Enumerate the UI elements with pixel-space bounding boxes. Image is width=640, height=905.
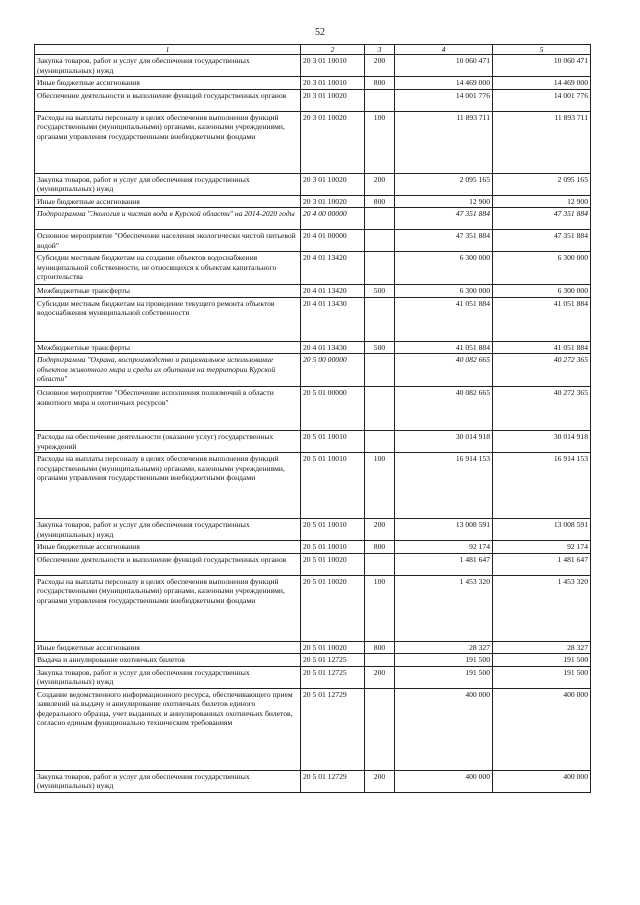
row-expense-type-cell (365, 208, 395, 230)
table-row (35, 297, 591, 341)
row-name-cell: Обеспечение деятельности и выполнение функций государственных органов (35, 89, 301, 111)
row-expense-type-cell: 800 (365, 195, 395, 207)
row-name-cell: Расходы на выплаты персоналу в целях обеспечения выполнения функций государственными (муниципальными) органами, казенными учреждениями, органами управления государственными внебюджетными фондами (35, 575, 301, 641)
row-amount-col4-cell: 10 060 471 (395, 55, 493, 77)
row-amount-col5-cell: 13 008 591 (493, 519, 591, 541)
row-amount-col5-cell: 40 272 365 (493, 354, 591, 387)
row-amount-col4-cell: 191 500 (395, 666, 493, 688)
row-amount-col5-cell: 16 914 153 (493, 453, 591, 519)
row-amount-col4-cell: 47 351 884 (395, 230, 493, 252)
row-amount-col4-cell: 41 051 884 (395, 341, 493, 353)
row-amount-col4-cell: 2 095 165 (395, 173, 493, 195)
row-expense-type-cell (365, 431, 395, 453)
row-name-cell: Иные бюджетные ассигнования (35, 641, 301, 653)
row-amount-col5-cell: 11 893 711 (493, 111, 591, 173)
row-name-cell: Расходы на обеспечение деятельности (оказание услуг) государственных учреждений (35, 431, 301, 453)
row-amount-col5-cell: 191 500 (493, 654, 591, 666)
row-expense-type-cell: 800 (365, 541, 395, 553)
row-name-cell: Основное мероприятие "Обеспечение исполнения полномочий в области животного мира и охотничьих ресурсов" (35, 387, 301, 431)
budget-table-body (35, 45, 591, 793)
row-amount-col5-cell: 41 051 884 (493, 297, 591, 341)
header-col-1: 1 (35, 45, 301, 55)
row-expense-type-cell: 100 (365, 575, 395, 641)
row-amount-col4-cell: 1 453 320 (395, 575, 493, 641)
table-row (35, 173, 591, 195)
row-expense-type-cell (365, 387, 395, 431)
row-amount-col4-cell: 40 082 665 (395, 354, 493, 387)
row-amount-col5-cell: 92 174 (493, 541, 591, 553)
table-row (35, 387, 591, 431)
row-code-cell: 20 5 01 00000 (301, 387, 365, 431)
row-name-cell: Закупка товаров, работ и услуг для обеспечения государственных (муниципальных) нужд (35, 55, 301, 77)
row-name-cell: Закупка товаров, работ и услуг для обеспечения государственных (муниципальных) нужд (35, 770, 301, 792)
row-expense-type-cell: 200 (365, 173, 395, 195)
row-code-cell: 20 5 01 10020 (301, 575, 365, 641)
row-expense-type-cell: 200 (365, 770, 395, 792)
row-name-cell: Подпрограмма "Охрана, воспроизводство и рациональное использование объектов животного мира и среды их обитания на территории Курской области" (35, 354, 301, 387)
row-code-cell: 20 5 01 12725 (301, 654, 365, 666)
row-code-cell: 20 3 01 10010 (301, 77, 365, 89)
row-amount-col4-cell: 41 051 884 (395, 297, 493, 341)
table-header-row (35, 45, 591, 55)
row-name-cell: Субсидии местным бюджетам на создание объектов водоснабжения муниципальной собственности, не относящихся к объектам капитального строительства (35, 252, 301, 285)
table-row (35, 770, 591, 792)
row-amount-col5-cell: 6 300 000 (493, 252, 591, 285)
header-col-5: 5 (493, 45, 591, 55)
row-code-cell: 20 4 01 13430 (301, 341, 365, 353)
row-amount-col4-cell: 6 300 000 (395, 252, 493, 285)
row-expense-type-cell (365, 654, 395, 666)
row-expense-type-cell: 200 (365, 519, 395, 541)
row-expense-type-cell: 800 (365, 641, 395, 653)
table-row (35, 89, 591, 111)
row-amount-col4-cell: 13 008 591 (395, 519, 493, 541)
row-name-cell: Закупка товаров, работ и услуг для обеспечения государственных (муниципальных) нужд (35, 173, 301, 195)
row-expense-type-cell: 100 (365, 111, 395, 173)
row-name-cell: Подпрограмма "Экология и чистая вода в Курской области" на 2014-2020 годы (35, 208, 301, 230)
table-row (35, 195, 591, 207)
row-amount-col4-cell: 191 500 (395, 654, 493, 666)
row-code-cell: 20 4 01 13420 (301, 252, 365, 285)
row-amount-col4-cell: 92 174 (395, 541, 493, 553)
row-amount-col5-cell: 2 095 165 (493, 173, 591, 195)
row-code-cell: 20 4 01 13430 (301, 297, 365, 341)
header-col-4: 4 (395, 45, 493, 55)
row-amount-col4-cell: 16 914 153 (395, 453, 493, 519)
row-name-cell: Иные бюджетные ассигнования (35, 77, 301, 89)
row-code-cell: 20 4 00 00000 (301, 208, 365, 230)
row-amount-col4-cell: 40 082 665 (395, 387, 493, 431)
row-code-cell: 20 5 00 00000 (301, 354, 365, 387)
row-code-cell: 20 5 01 12729 (301, 688, 365, 770)
row-amount-col4-cell: 1 481 647 (395, 553, 493, 575)
row-expense-type-cell (365, 297, 395, 341)
row-amount-col5-cell: 12 900 (493, 195, 591, 207)
table-row (35, 519, 591, 541)
header-col-2: 2 (301, 45, 365, 55)
row-code-cell: 20 3 01 10020 (301, 111, 365, 173)
row-amount-col5-cell: 1 453 320 (493, 575, 591, 641)
row-name-cell: Иные бюджетные ассигнования (35, 195, 301, 207)
row-amount-col5-cell: 10 060 471 (493, 55, 591, 77)
row-expense-type-cell (365, 354, 395, 387)
row-code-cell: 20 3 01 10020 (301, 195, 365, 207)
row-code-cell: 20 5 01 10010 (301, 541, 365, 553)
row-name-cell: Межбюджетные трансферты (35, 285, 301, 297)
row-amount-col4-cell: 6 300 000 (395, 285, 493, 297)
row-expense-type-cell: 200 (365, 666, 395, 688)
table-row (35, 285, 591, 297)
table-row (35, 230, 591, 252)
row-amount-col5-cell: 400 000 (493, 770, 591, 792)
row-amount-col5-cell: 6 300 000 (493, 285, 591, 297)
table-row (35, 688, 591, 770)
row-name-cell: Расходы на выплаты персоналу в целях обеспечения выполнения функций государственными (муниципальными) органами, казенными учреждениями, органами управления государственными внебюджетными фондами (35, 111, 301, 173)
row-amount-col5-cell: 47 351 884 (493, 208, 591, 230)
table-row (35, 431, 591, 453)
row-amount-col5-cell: 30 014 918 (493, 431, 591, 453)
row-code-cell: 20 5 01 10010 (301, 431, 365, 453)
table-row (35, 208, 591, 230)
row-code-cell: 20 5 01 12725 (301, 666, 365, 688)
row-code-cell: 20 5 01 10010 (301, 519, 365, 541)
row-amount-col4-cell: 14 001 776 (395, 89, 493, 111)
row-amount-col4-cell: 12 900 (395, 195, 493, 207)
row-name-cell: Основное мероприятие "Обеспечение населения экологически чистой питьевой водой" (35, 230, 301, 252)
row-amount-col4-cell: 400 000 (395, 770, 493, 792)
row-name-cell: Межбюджетные трансферты (35, 341, 301, 353)
row-expense-type-cell (365, 89, 395, 111)
row-amount-col4-cell: 400 000 (395, 688, 493, 770)
row-amount-col5-cell: 1 481 647 (493, 553, 591, 575)
row-code-cell: 20 3 01 10020 (301, 89, 365, 111)
row-expense-type-cell (365, 553, 395, 575)
table-row (35, 654, 591, 666)
row-code-cell: 20 4 01 13420 (301, 285, 365, 297)
table-row (35, 77, 591, 89)
row-code-cell: 20 3 01 10010 (301, 55, 365, 77)
row-name-cell: Выдача и аннулирование охотничьих билетов (35, 654, 301, 666)
table-row (35, 641, 591, 653)
row-amount-col5-cell: 28 327 (493, 641, 591, 653)
row-expense-type-cell (365, 688, 395, 770)
row-amount-col4-cell: 47 351 884 (395, 208, 493, 230)
row-expense-type-cell: 500 (365, 285, 395, 297)
table-row (35, 553, 591, 575)
row-amount-col5-cell: 41 051 884 (493, 341, 591, 353)
row-expense-type-cell: 200 (365, 55, 395, 77)
row-amount-col4-cell: 30 014 918 (395, 431, 493, 453)
row-expense-type-cell: 500 (365, 341, 395, 353)
budget-table (34, 44, 591, 793)
table-row (35, 666, 591, 688)
table-row (35, 541, 591, 553)
row-name-cell: Закупка товаров, работ и услуг для обеспечения государственных (муниципальных) нужд (35, 666, 301, 688)
row-code-cell: 20 5 01 10020 (301, 641, 365, 653)
page-number: 52 (315, 27, 325, 38)
row-name-cell: Создание ведомственного информационного ресурса, обеспечивающего прием заявлений на выдачу и аннулирование охотничьих билетов единого федерального образца, учет выданных и аннулированных охотничьих билетов, согласно единым функционально техническим требованиям (35, 688, 301, 770)
row-code-cell: 20 4 01 00000 (301, 230, 365, 252)
row-amount-col4-cell: 11 893 711 (395, 111, 493, 173)
table-row (35, 354, 591, 387)
row-name-cell: Обеспечение деятельности и выполнение функций государственных органов (35, 553, 301, 575)
row-expense-type-cell: 800 (365, 77, 395, 89)
row-amount-col5-cell: 191 500 (493, 666, 591, 688)
row-amount-col4-cell: 14 469 000 (395, 77, 493, 89)
row-amount-col5-cell: 47 351 884 (493, 230, 591, 252)
row-expense-type-cell: 100 (365, 453, 395, 519)
table-row (35, 55, 591, 77)
row-name-cell: Субсидии местным бюджетам на проведение текущего ремонта объектов водоснабжения муниципальной собственности (35, 297, 301, 341)
row-code-cell: 20 5 01 10010 (301, 453, 365, 519)
table-row (35, 575, 591, 641)
table-row (35, 341, 591, 353)
row-code-cell: 20 5 01 12729 (301, 770, 365, 792)
row-name-cell: Расходы на выплаты персоналу в целях обеспечения выполнения функций государственными (муниципальными) органами, казенными учреждениями, органами управления государственными внебюджетными фондами (35, 453, 301, 519)
row-amount-col4-cell: 28 327 (395, 641, 493, 653)
table-row (35, 252, 591, 285)
table-row (35, 111, 591, 173)
row-amount-col5-cell: 400 000 (493, 688, 591, 770)
row-name-cell: Иные бюджетные ассигнования (35, 541, 301, 553)
header-col-3: 3 (365, 45, 395, 55)
row-code-cell: 20 3 01 10020 (301, 173, 365, 195)
row-name-cell: Закупка товаров, работ и услуг для обеспечения государственных (муниципальных) нужд (35, 519, 301, 541)
table-row (35, 453, 591, 519)
row-expense-type-cell (365, 230, 395, 252)
row-amount-col5-cell: 14 469 000 (493, 77, 591, 89)
row-amount-col5-cell: 40 272 365 (493, 387, 591, 431)
row-expense-type-cell (365, 252, 395, 285)
row-amount-col5-cell: 14 001 776 (493, 89, 591, 111)
row-code-cell: 20 5 01 10020 (301, 553, 365, 575)
